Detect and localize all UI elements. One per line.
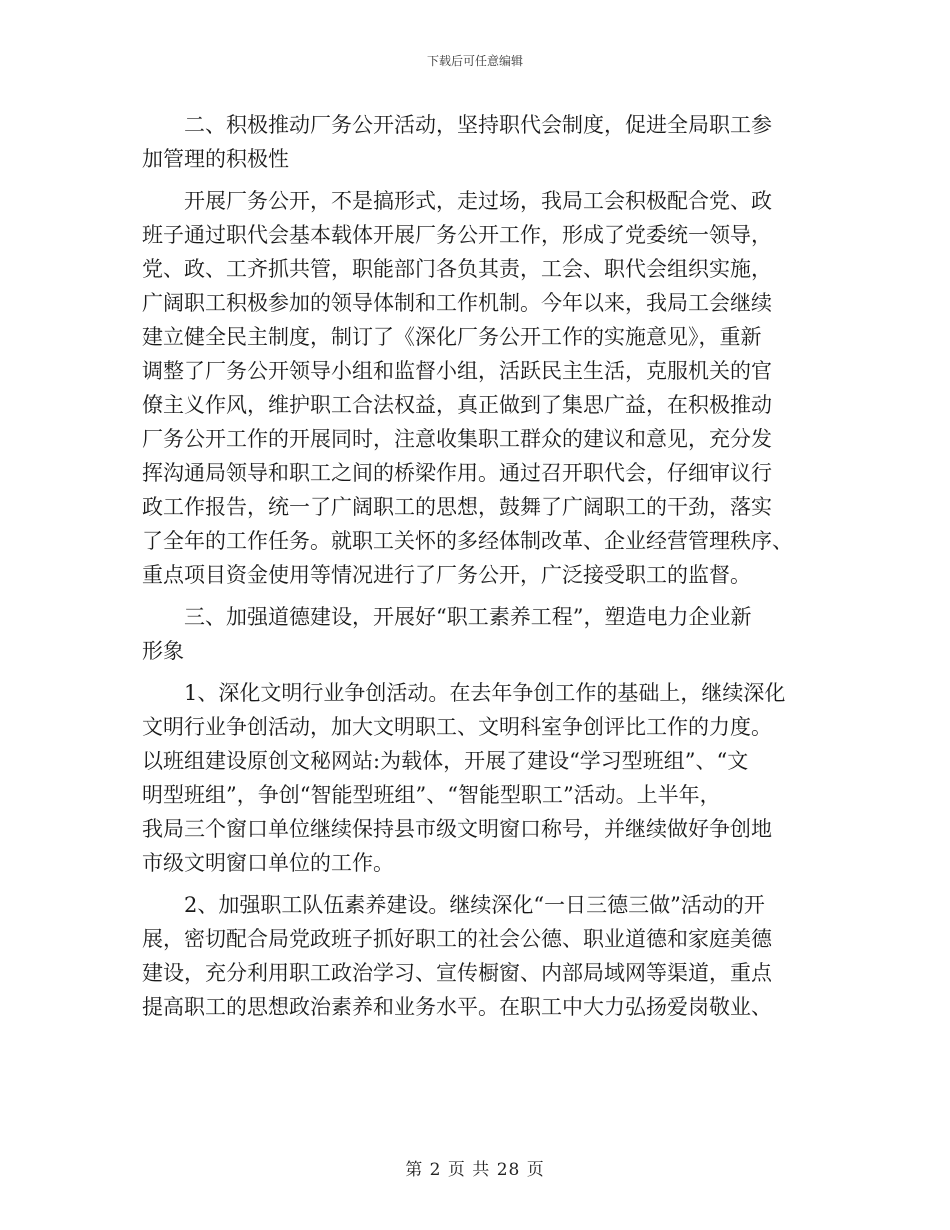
text-line: 建立健全民主制度，制订了《深化厂务公开工作的实施意见》，重新	[142, 325, 762, 349]
page-header: 下载后可任意编辑	[426, 54, 523, 68]
page-footer: 第 2 页 共 28 页	[405, 1160, 545, 1180]
text-line: 市级文明窗口单位的工作。	[142, 851, 394, 875]
text-line: 我局三个窗口单位继续保持县市级文明窗口称号，并继续做好争创地	[142, 817, 772, 841]
text-line: 2、加强职工队伍素养建设。继续深化“一日三德三做”活动的开	[184, 893, 765, 917]
text-line: 明型班组”，争创“智能型班组”、“智能型职工”活动。上半年，	[142, 783, 721, 807]
text-line: 僚主义作风，维护职工合法权益，真正做到了集思广益，在积极推动	[142, 393, 772, 417]
text-line: 开展厂务公开，不是搞形式，走过场，我局工会积极配合党、政	[184, 189, 772, 213]
text-line: 调整了厂务公开领导小组和监督小组，活跃民主生活，克服机关的官	[142, 359, 772, 383]
text-line: 了全年的工作任务。就职工关怀的多经体制改革、企业经营管理秩序、	[142, 529, 793, 553]
document-body	[142, 108, 812, 1024]
text-line: 党、政、工齐抓共管，职能部门各负其责，工会、职代会组织实施，	[142, 257, 772, 281]
text-line: 重点项目资金使用等情况进行了厂务公开，广泛接受职工的监督。	[142, 563, 751, 587]
text-line: 以班组建设原创文秘网站:为载体，开展了建设“学习型班组”、“文	[142, 749, 749, 773]
text-line: 1、深化文明行业争创活动。在去年争创工作的基础上，继续深化	[184, 681, 786, 705]
text-line: 展，密切配合局党政班子抓好职工的社会公德、职业道德和家庭美德	[142, 927, 772, 951]
text-line: 厂务公开工作的开展同时，注意收集职工群众的建议和意见，充分发	[142, 427, 772, 451]
text-line: 加管理的积极性	[142, 147, 289, 171]
text-line: 提高职工的思想政治素养和业务水平。在职工中大力弘扬爱岗敬业、	[142, 995, 772, 1019]
text-line: 广阔职工积极参加的领导体制和工作机制。今年以来，我局工会继续	[142, 291, 772, 315]
text-line: 政工作报告，统一了广阔职工的思想，鼓舞了广阔职工的干劲，落实	[142, 495, 772, 519]
text-line: 挥沟通局领导和职工之间的桥梁作用。通过召开职代会，仔细审议行	[142, 461, 772, 485]
text-line: 二、积极推动厂务公开活动，坚持职代会制度，促进全局职工参	[184, 113, 772, 137]
text-line: 班子通过职代会基本载体开展厂务公开工作，形成了党委统一领导，	[142, 223, 772, 247]
text-line: 形象	[142, 639, 184, 663]
text-line: 三、加强道德建设，开展好“职工素养工程”，塑造电力企业新	[184, 605, 752, 629]
text-line: 文明行业争创活动，加大文明职工、文明科室争创评比工作的力度。	[142, 715, 772, 739]
text-line: 建设，充分利用职工政治学习、宣传橱窗、内部局域网等渠道，重点	[142, 961, 772, 985]
